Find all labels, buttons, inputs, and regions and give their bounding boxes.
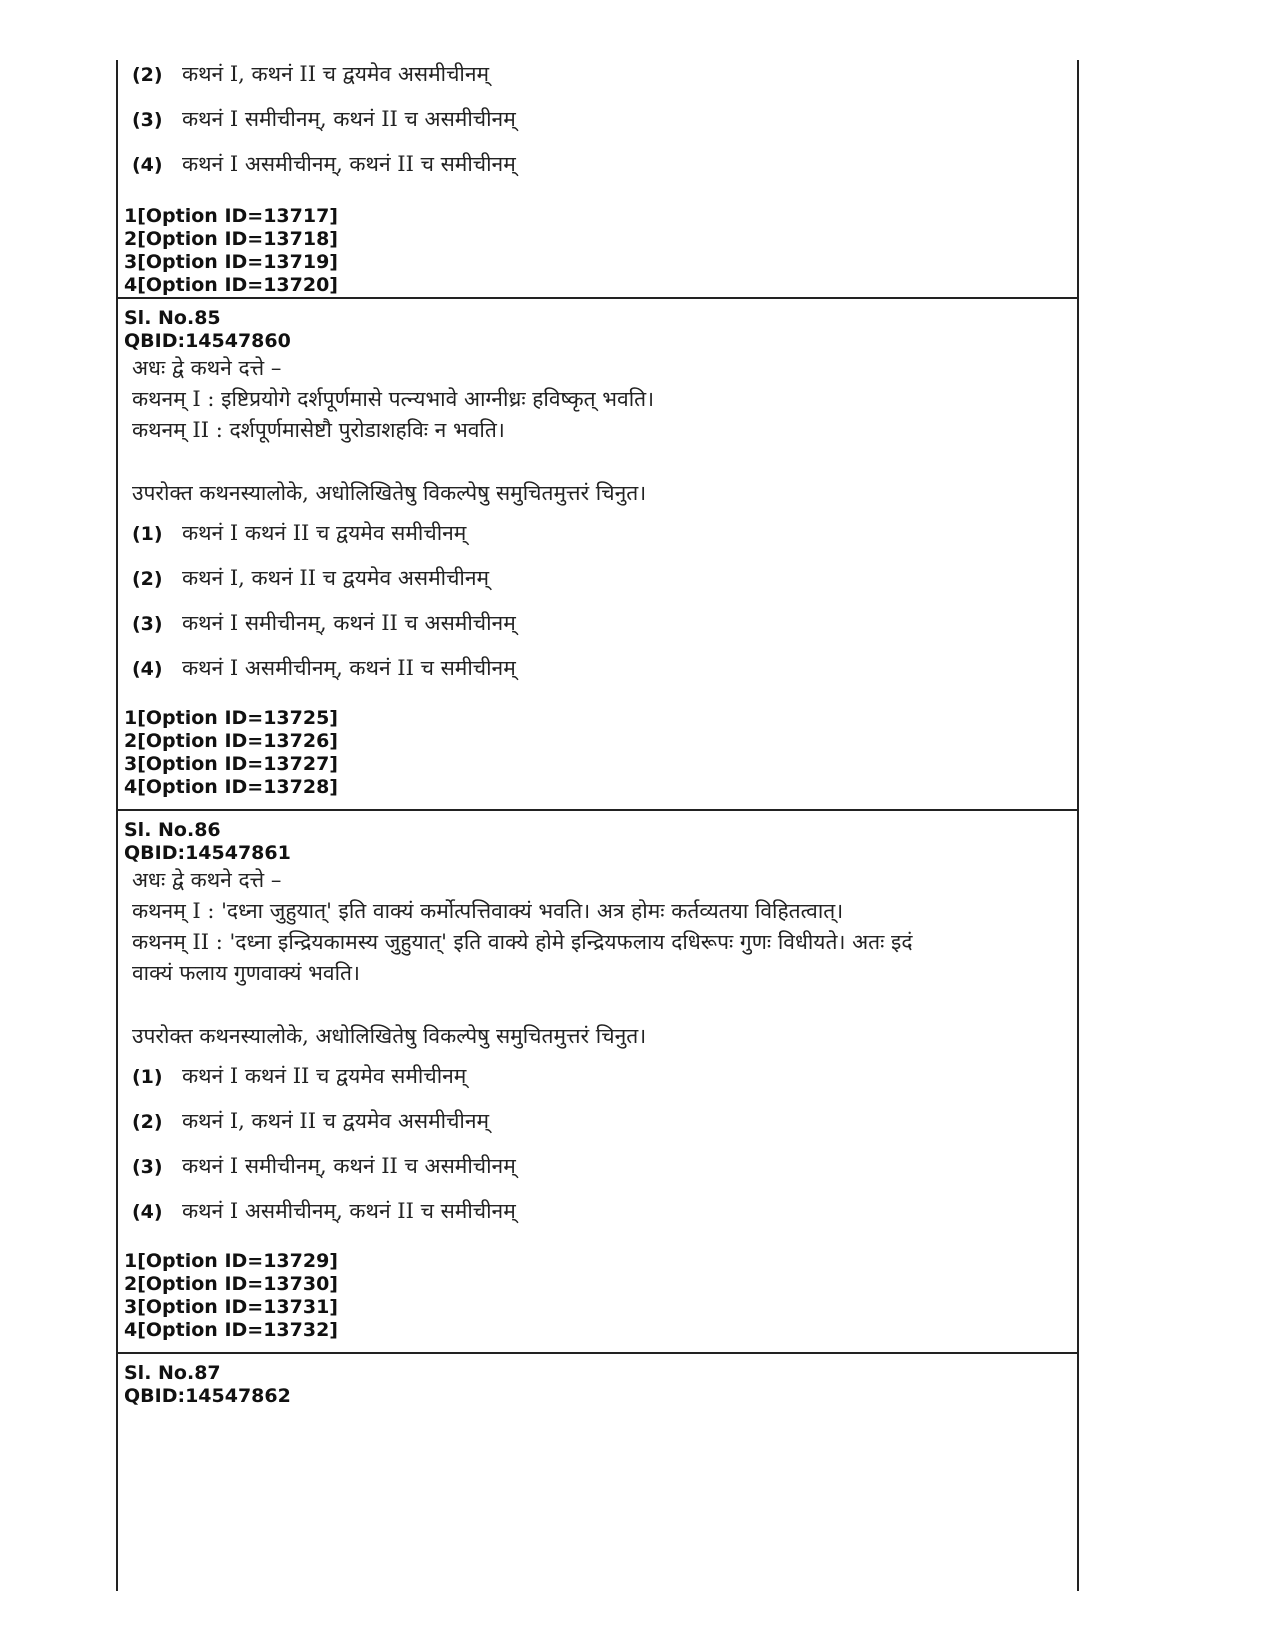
option-text: कथनं I असमीचीनम्, कथनं II च समीचीनम् (182, 656, 516, 680)
option-id: 4[Option ID=13720] (124, 274, 338, 296)
question-paper-frame (116, 60, 1079, 1591)
stem-line: वाक्यं फलाय गुणवाक्यं भवति। (132, 961, 360, 985)
option-4 (118, 654, 1077, 699)
stem-line: कथनम् I : 'दध्ना जुहुयात्' इति वाक्यं कर्मोत्पत्तिवाक्यं भवति। अत्र होमः कर्तव्यतया विहितत्वात्। (132, 899, 844, 923)
serial-number: Sl. No.87 (124, 1362, 221, 1384)
option-id: 2[Option ID=13730] (124, 1273, 338, 1295)
option-id-list (118, 1250, 1077, 1342)
stem-line: कथनम् I : इष्टिप्रयोगे दर्शपूर्णमासे पत्न्यभावे आग्नीध्रः हविष्कृत् भवति। (132, 387, 655, 411)
option-id: 3[Option ID=13727] (124, 753, 338, 775)
option-text: कथनं I समीचीनम्, कथनं II च असमीचीनम् (182, 611, 516, 635)
option-3 (118, 105, 1077, 150)
option-id: 1[Option ID=13717] (124, 205, 338, 227)
option-4 (118, 150, 1077, 195)
option-text: कथनं I असमीचीनम्, कथनं II च समीचीनम् (182, 1199, 516, 1223)
option-number: (3) (132, 1156, 163, 1178)
option-number: (4) (132, 154, 163, 176)
qbid: QBID:14547862 (124, 1385, 291, 1407)
option-2 (118, 60, 1077, 105)
instruction: उपरोक्त कथनस्यालोके, अधोलिखितेषु विकल्पेषु समुचितमुत्तरं चिनुत। (132, 481, 647, 505)
option-number: (1) (132, 1066, 163, 1088)
option-text: कथनं I समीचीनम्, कथनं II च असमीचीनम् (182, 1154, 516, 1178)
option-2 (118, 564, 1077, 609)
option-number: (3) (132, 613, 163, 635)
question-block-86 (118, 809, 1077, 1352)
question-stem (118, 865, 1077, 1052)
option-3 (118, 1152, 1077, 1197)
question-block-85 (118, 297, 1077, 809)
qbid: QBID:14547861 (124, 842, 291, 864)
stem-line: अधः द्वे कथने दत्ते – (132, 868, 282, 892)
stem-line: अधः द्वे कथने दत्ते – (132, 356, 282, 380)
option-id-list (118, 707, 1077, 799)
option-number: (4) (132, 1201, 163, 1223)
stem-line: कथनम् II : दर्शपूर्णमासेष्टौ पुरोडाशहविः न भवति। (132, 418, 505, 442)
option-id: 3[Option ID=13731] (124, 1296, 338, 1318)
option-id: 2[Option ID=13718] (124, 228, 338, 250)
option-id: 1[Option ID=13725] (124, 707, 338, 729)
option-id: 4[Option ID=13732] (124, 1319, 338, 1341)
option-number: (2) (132, 64, 163, 86)
option-number: (3) (132, 109, 163, 131)
serial-number: Sl. No.85 (124, 307, 221, 329)
option-text: कथनं I कथनं II च द्वयमेव समीचीनम् (182, 1064, 467, 1088)
option-text: कथनं I, कथनं II च द्वयमेव असमीचीनम् (182, 1109, 490, 1133)
option-number: (2) (132, 568, 163, 590)
option-id: 1[Option ID=13729] (124, 1250, 338, 1272)
option-text: कथनं I समीचीनम्, कथनं II च असमीचीनम् (182, 107, 516, 131)
question-block-87 (118, 1352, 1077, 1591)
question-stem (118, 353, 1077, 509)
option-id: 3[Option ID=13719] (124, 251, 338, 273)
option-4 (118, 1197, 1077, 1242)
option-id: 2[Option ID=13726] (124, 730, 338, 752)
option-id-list (118, 205, 1077, 297)
option-text: कथनं I कथनं II च द्वयमेव समीचीनम् (182, 521, 467, 545)
option-1 (118, 519, 1077, 564)
option-id: 4[Option ID=13728] (124, 776, 338, 798)
option-1 (118, 1062, 1077, 1107)
instruction: उपरोक्त कथनस्यालोके, अधोलिखितेषु विकल्पेषु समुचितमुत्तरं चिनुत। (132, 1024, 647, 1048)
option-2 (118, 1107, 1077, 1152)
option-text: कथनं I, कथनं II च द्वयमेव असमीचीनम् (182, 62, 490, 86)
option-text: कथनं I असमीचीनम्, कथनं II च समीचीनम् (182, 152, 516, 176)
question-block-continued (118, 60, 1077, 301)
option-text: कथनं I, कथनं II च द्वयमेव असमीचीनम् (182, 566, 490, 590)
option-number: (4) (132, 658, 163, 680)
qbid: QBID:14547860 (124, 330, 291, 352)
stem-line: कथनम् II : 'दध्ना इन्द्रियकामस्य जुहुयात्' इति वाक्ये होमे इन्द्रियफलाय दधिरूपः गुणः विधीयते। अतः इदं (132, 930, 913, 954)
option-number: (2) (132, 1111, 163, 1133)
option-3 (118, 609, 1077, 654)
option-number: (1) (132, 523, 163, 545)
serial-number: Sl. No.86 (124, 819, 221, 841)
